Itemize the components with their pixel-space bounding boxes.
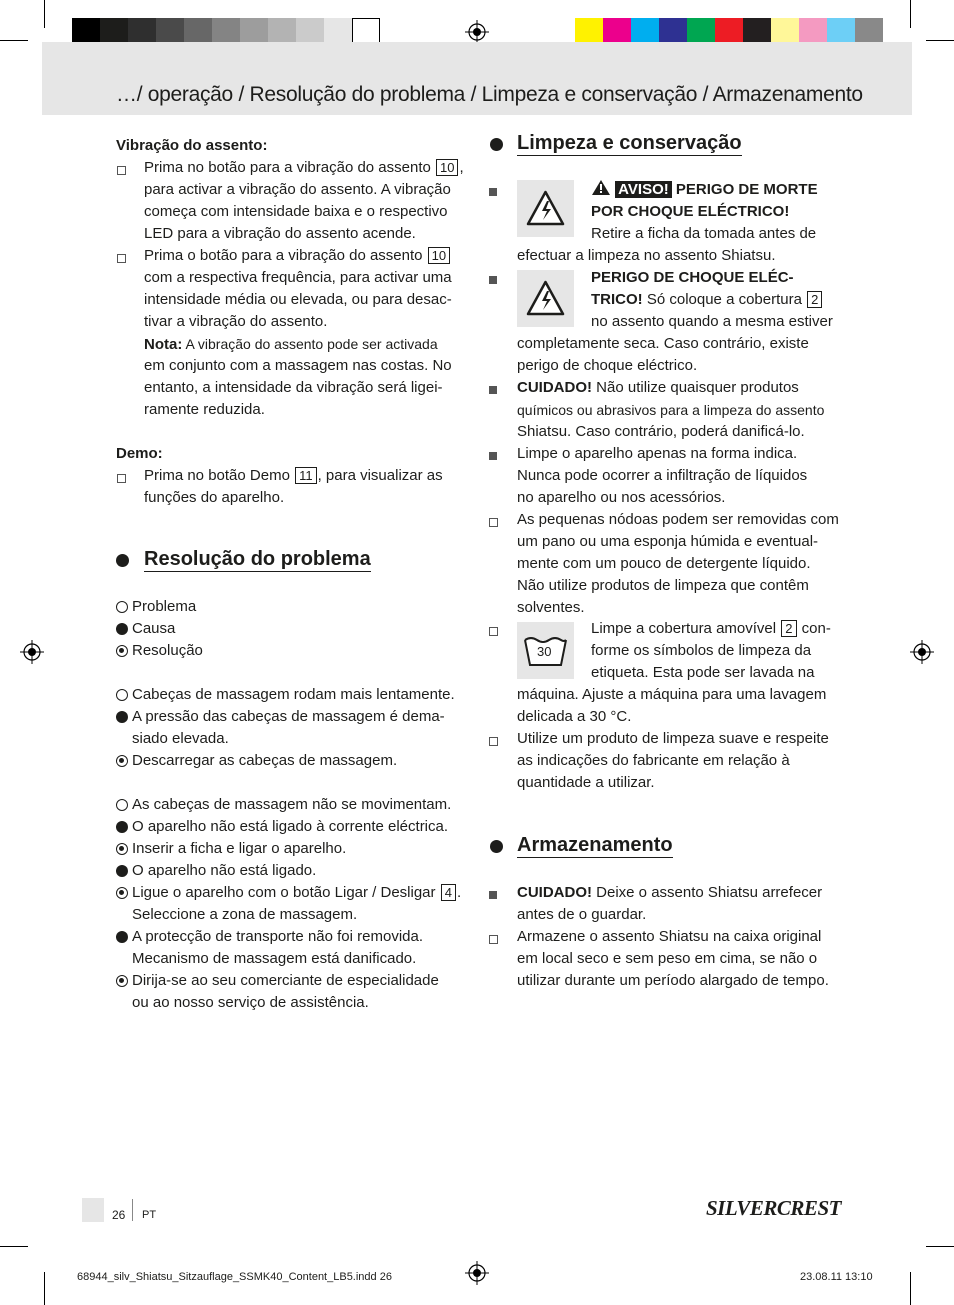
page-number-box [82,1198,104,1222]
text-line: Limpe a cobertura amovível 2 con- [591,620,831,637]
text-line: para activar a vibração do assento. A vibração [144,181,451,198]
electric-hazard-icon [517,180,574,237]
text-line: PERIGO DE CHOQUE ELÉC- [591,269,794,286]
cause-text: A protecção de transporte não foi removida. [132,928,424,945]
cause-icon [116,821,128,833]
cause-text: A pressão das cabeças de massagem é dema- [132,708,445,725]
text-line: As pequenas nódoas podem ser removidas com [517,511,839,528]
text-line: Utilize um produto de limpeza suave e respeite [517,730,829,747]
text-line: Não utilize produtos de limpeza que contêm [517,577,809,594]
cause-icon [116,623,128,635]
solution-icon [116,887,128,899]
text-line: Nunca pode ocorrer a infiltração de líquidos [517,467,808,484]
bullet-square-icon [489,188,497,196]
text-line: antes de o guardar. [517,906,647,923]
registration-mark-icon [465,20,489,44]
text-line: Armazene o assento Shiatsu na caixa original [517,928,822,945]
warning-box [517,180,574,237]
text-line: tivar a vibração do assento. [144,313,328,330]
solution-icon [116,755,128,767]
legend-problem: Problema [132,598,197,615]
page-number: 26 [112,1208,126,1222]
text-line: em conjunto com a massagem nas costas. No [144,357,452,374]
warning-badge: AVISO! [615,181,672,198]
solution-text: Descarregar as cabeças de massagem. [132,752,398,769]
text-line: etiqueta. Esta pode ser lavada na [591,664,815,681]
section-heading-troubleshooting: Resolução do problema [144,548,371,570]
text-line: Shiatsu. Caso contrário, poderá danificá-lo. [517,423,805,440]
brand-logo: SILVERCREST [706,1196,841,1220]
list-item: Prima no botão para a vibração do assento 10 , [144,159,464,176]
cause-icon [116,865,128,877]
warning-line: AVISO! PERIGO DE MORTE [591,179,818,201]
problem-text: Cabeças de massagem rodam mais lentamente. [132,686,455,703]
text-line: siado elevada. [132,730,229,747]
text-line: ramente reduzida. [144,401,265,418]
footer-divider [132,1199,133,1221]
cause-icon [116,711,128,723]
section-bullet-icon [490,138,503,151]
text-line: Mecanismo de massagem está danificado. [132,950,417,967]
text-line: um pano ou uma esponja húmida e eventual- [517,533,819,550]
text-line: forme os símbolos de limpeza da [591,642,812,659]
section-heading-cleaning: Limpeza e conservação [517,132,742,154]
wash-symbol-box [517,622,574,679]
text-line: utilizar durante um período alargado de tempo. [517,972,829,989]
text-line: no assento quando a mesma estiver [591,313,833,330]
text-line: efectuar a limpeza no assento Shiatsu. [517,247,776,264]
demo-title: Demo: [116,445,163,462]
text-line: CUIDADO! Deixe o assento Shiatsu arrefecer [517,884,823,901]
text-line: quantidade a utilizar. [517,774,655,791]
bullet-square-icon [489,518,498,527]
text-line: as indicações do fabricante em relação à [517,752,790,769]
bullet-square-icon [489,452,497,460]
solution-text: Ligue o aparelho com o botão Ligar / Desligar 4 . [132,884,462,901]
bullet-square-icon [489,935,498,944]
legend-cause: Causa [132,620,176,637]
text-line: CUIDADO! Não utilize quaisquer produtos [517,379,799,396]
bullet-square-icon [489,737,498,746]
problem-icon [116,601,128,613]
text-line: TRICO! Só coloque a cobertura 2 [591,289,823,311]
cause-icon [116,931,128,943]
language-code: PT [142,1209,157,1221]
section-bullet-icon [116,554,129,567]
cause-text: O aparelho não está ligado à corrente eléctrica. [132,818,449,835]
text-line: com a respectiva frequência, para activar uma [144,269,452,286]
bullet-square-icon [489,891,497,899]
text-line: máquina. Ajuste a máquina para uma lavagem [517,686,827,703]
section-heading-storage: Armazenamento [517,834,673,856]
text-line: no aparelho ou nos acessórios. [517,489,726,506]
text-line: ou ao nosso serviço de assistência. [132,994,369,1011]
warning-triangle-icon [591,179,611,196]
bullet-square-icon [117,474,126,483]
file-info: 68944_silv_Shiatsu_Sitzauflage_SSMK40_Content_LB5.indd 26 [77,1271,392,1283]
cause-text: O aparelho não está ligado. [132,862,317,879]
text-line: completamente seca. Caso contrário, existe [517,335,809,352]
legend-solution: Resolução [132,642,203,659]
electric-hazard-icon [517,270,574,327]
list-item: Prima o botão para a vibração do assento 10 [144,245,451,267]
solution-text: Inserir a ficha e ligar o aparelho. [132,840,347,857]
text-line: Seleccione a zona de massagem. [132,906,358,923]
solution-text: Dirija-se ao seu comerciante de especialidade [132,972,439,989]
list-item: Prima no botão Demo 11 , para visualizar as [144,467,443,484]
problem-text: As cabeças de massagem não se movimentam. [132,796,452,813]
text-line: em local seco e sem peso em cima, se não o [517,950,818,967]
text-line: perigo de choque eléctrico. [517,357,698,374]
page-title: …/ operação / Resolução do problema / Limpeza e conservação / Armazenamento [116,83,863,106]
text-line: Retire a ficha da tomada antes de [591,225,817,242]
bullet-square-icon [117,254,126,263]
section-bullet-icon [490,840,503,853]
text-line: POR CHOQUE ELÉCTRICO! [591,203,790,220]
text-line: intensidade média ou elevada, ou para desac- [144,291,452,308]
solution-icon [116,975,128,987]
text-line: LED para a vibração do assento acende. [144,225,416,242]
print-date: 23.08.11 13:10 [800,1271,873,1283]
text-line: químicos ou abrasivos para a limpeza do assento [517,402,825,418]
registration-mark-icon [20,640,44,664]
text-line: Limpe o aparelho apenas na forma indica. [517,445,798,462]
text-line: mente com um pouco de detergente líquido. [517,555,811,572]
solution-icon [116,645,128,657]
bullet-square-icon [489,386,497,394]
bullet-square-icon [117,166,126,175]
solution-icon [116,843,128,855]
wash-temperature: 30 [537,644,552,659]
text-line: entanto, a intensidade da vibração será ligei- [144,379,443,396]
registration-mark-icon [465,1261,489,1285]
warning-box [517,270,574,327]
registration-mark-icon [910,640,934,664]
text-line: funções do aparelho. [144,489,285,506]
problem-icon [116,799,128,811]
note: Nota: A vibração do assento pode ser activada [144,336,438,353]
text-line: começa com intensidade baixa e o respectivo [144,203,448,220]
vibration-title: Vibração do assento: [116,137,268,154]
text-line: solventes. [517,599,585,616]
text-line: delicada a 30 °C. [517,708,632,725]
bullet-square-icon [489,276,497,284]
bullet-square-icon [489,627,498,636]
problem-icon [116,689,128,701]
